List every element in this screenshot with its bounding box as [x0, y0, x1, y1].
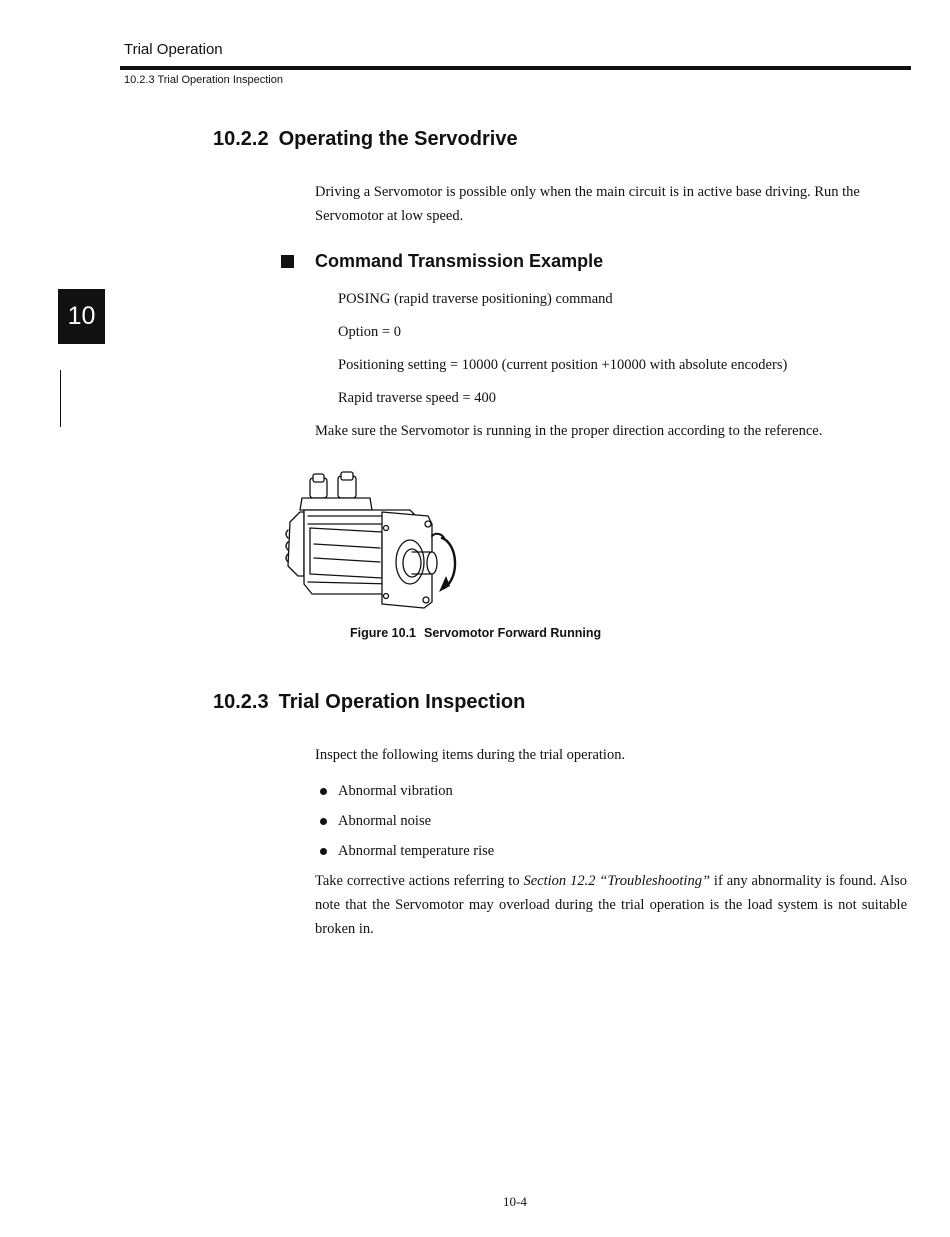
section-title: Trial Operation Inspection — [278, 691, 526, 713]
bullet-icon — [320, 848, 327, 855]
connector-icon — [300, 472, 372, 510]
running-subhead: 10.2.3 Trial Operation Inspection — [124, 74, 283, 86]
closing-text-start: Take corrective actions referring to — [315, 873, 524, 889]
subsection-heading — [281, 251, 603, 272]
closing-text-end: if any abnormality is found. Also note that the Servomotor may overload during the trial operation is the load system is not suitable broken in. — [315, 873, 908, 937]
direction-note: Make sure the Servomotor is running in the proper direction according to the reference. — [315, 423, 823, 439]
figure-number: Figure 10.1 — [350, 626, 416, 640]
troubleshooting-reference: Section 12.2 “Troubleshooting” — [523, 873, 711, 889]
running-head: Trial Operation — [124, 41, 223, 58]
servomotor-illustration — [282, 466, 472, 614]
figure-caption — [350, 626, 601, 640]
inspection-intro: Inspect the following items during the trial operation. — [315, 747, 626, 763]
section-title: Operating the Servodrive — [278, 128, 518, 150]
section-intro-paragraph: Driving a Servomotor is possible only when the main circuit is in active base driving. Run the Servomotor at low speed. — [315, 184, 860, 224]
corrective-action-paragraph — [315, 869, 907, 941]
subsection-title: Command Transmission Example — [315, 251, 604, 271]
chapter-margin-line — [60, 370, 61, 427]
list-item — [320, 843, 494, 860]
chapter-tab: 10 — [58, 289, 105, 344]
list-item — [320, 813, 431, 830]
list-item-label: Abnormal temperature rise — [338, 843, 495, 859]
section-number: 10.2.2 — [213, 128, 269, 150]
header-rule — [120, 66, 911, 70]
list-item-label: Abnormal noise — [338, 813, 432, 829]
bullet-icon — [320, 788, 327, 795]
command-line: Positioning setting = 10000 (current position +10000 with absolute encoders) — [338, 357, 788, 373]
page-number: 10-4 — [503, 1194, 527, 1209]
command-line: Rapid traverse speed = 400 — [338, 390, 496, 406]
section-heading-10-2-3 — [213, 691, 525, 714]
list-item — [320, 783, 453, 800]
square-bullet-icon — [281, 255, 294, 268]
section-heading-10-2-2 — [213, 128, 518, 151]
command-line: POSING (rapid traverse positioning) command — [338, 291, 613, 307]
bullet-icon — [320, 818, 327, 825]
section-number: 10.2.3 — [213, 691, 269, 713]
list-item-label: Abnormal vibration — [338, 783, 453, 799]
figure-title: Servomotor Forward Running — [424, 626, 602, 640]
command-line: Option = 0 — [338, 324, 401, 340]
